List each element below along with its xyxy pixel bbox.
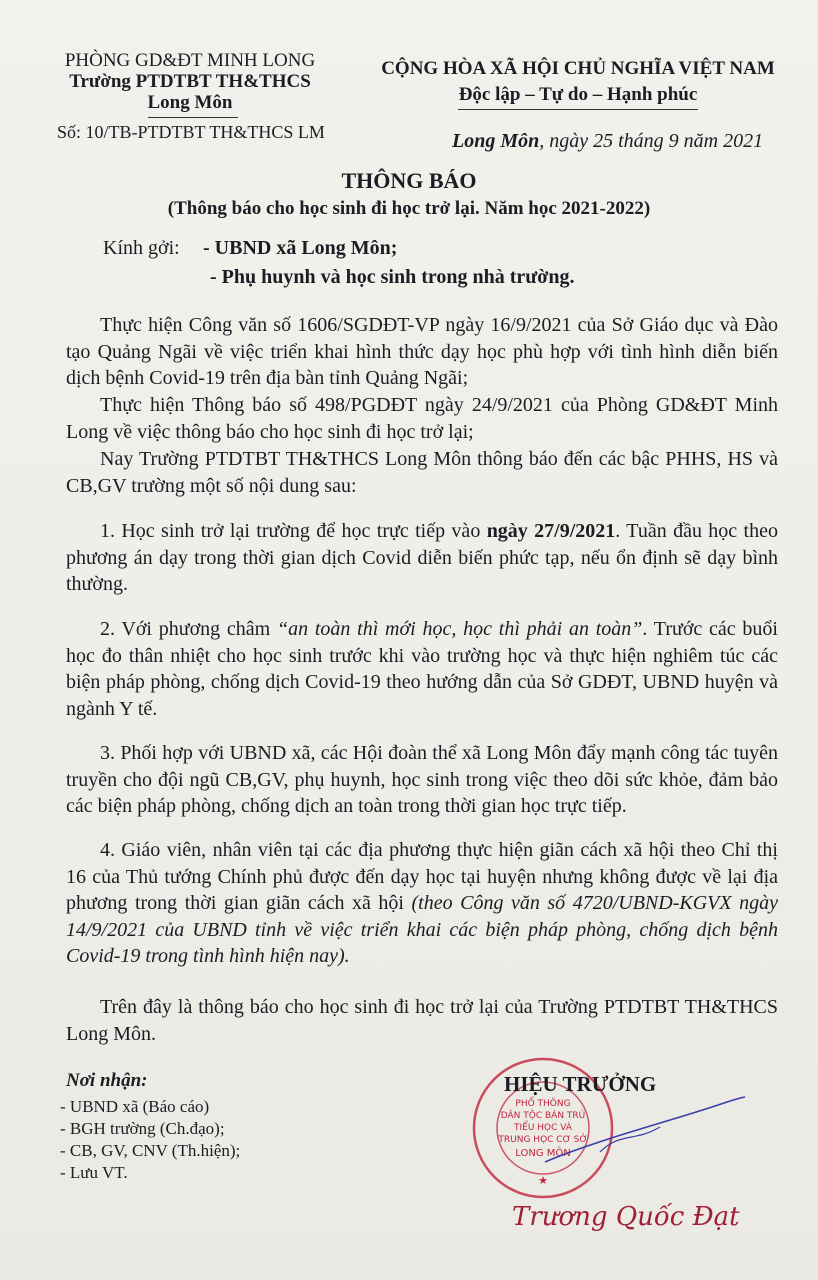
issuer-block <box>40 50 340 113</box>
date-text: , ngày 25 tháng 9 năm 2021 <box>539 130 764 152</box>
item-text: . Trước các buổi học đo thân nhiệt cho học sinh trước khi vào trường học và thực hiện nghiêm túc các biện pháp phòng, chống dịch Covid-19 theo hướng dẫn của Sở GDĐT, UBND huyện và ngành Y tế. <box>66 618 778 720</box>
seal-text: TIỂU HỌC VÀ <box>513 1123 573 1133</box>
body-paragraph <box>66 446 778 499</box>
national-motto: Độc lập – Tự do – Hạnh phúc <box>458 84 698 105</box>
recipients-label: Kính gởi: <box>103 237 180 259</box>
seal-text: PHỔ THÔNG <box>515 1099 571 1109</box>
document-title: THÔNG BÁO <box>341 168 477 193</box>
seal-text: LONG MÔN <box>515 1148 571 1159</box>
receiver-item: - Lưu VT. <box>60 1163 128 1182</box>
seal-text: DÂN TỘC BÁN TRÚ <box>500 1111 586 1121</box>
seal-text: TRUNG HỌC CƠ SỞ <box>498 1135 588 1145</box>
signer-name: Trương Quốc Đạt <box>512 1202 740 1232</box>
reference-note: (theo Công văn số 4720/UBND-KGVX ngày 14/9/2021 của UBND tỉnh về việc triển khai các biện pháp phòng, chống dịch bệnh Covid-19 trong tình hình hiện nay). <box>66 892 778 967</box>
date-line <box>452 130 763 153</box>
motto-underline <box>458 109 698 110</box>
national-header <box>368 56 788 108</box>
notice-item-2 <box>66 616 778 722</box>
nation-title: CỘNG HÒA XÃ HỘI CHỦ NGHĨA VIỆT NAM <box>381 58 775 79</box>
item-text: 3. Phối hợp với UBND xã, các Hội đoàn thể xã Long Môn đẩy mạnh công tác tuyên truyền cho đội ngũ CB,GV, phụ huynh, học sinh trong việc theo dõi sức khỏe, đảm bảo các biện pháp phòng, chống dịch an toàn trong thời gian học trực tiếp. <box>66 742 778 817</box>
receiver-item: - BGH trường (Ch.đạo); <box>60 1119 225 1138</box>
notice-item-4 <box>66 837 778 970</box>
document-subtitle: (Thông báo cho học sinh đi học trở lại. Năm học 2021-2022) <box>167 198 651 219</box>
paragraph-text: Thực hiện Công văn số 1606/SGDĐT-VP ngày 16/9/2021 của Sở Giáo dục và Đào tạo Quảng Ngãi về việc triển khai hình thức dạy học phù hợp với tình hình diễn biến dịch bệnh Covid-19 trên địa bàn tỉnh Quảng Ngãi; <box>66 314 778 389</box>
school-name-line2: Long Môn <box>147 92 233 113</box>
department-name: PHÒNG GD&ĐT MINH LONG <box>64 50 316 71</box>
item-text: 4. Giáo viên, nhân viên tại các địa phương thực hiện giãn cách xã hội theo Chỉ thị 16 của Thủ tướng Chính phủ được đến dạy học tại huyện nhưng không được về lại địa phương trong thời gian giãn cách xã hội <box>66 839 778 914</box>
body-paragraph <box>66 312 778 392</box>
closing-paragraph <box>66 994 778 1047</box>
paragraph-text: Thực hiện Thông báo số 498/PGDĐT ngày 24/9/2021 của Phòng GD&ĐT Minh Long về việc thông báo cho học sinh đi học trở lại; <box>66 394 778 443</box>
item-text: 1. Học sinh trở lại trường để học trực tiếp vào <box>100 520 487 542</box>
paragraph-text: Trên đây là thông báo cho học sinh đi học trở lại của Trường PTDTBT TH&THCS Long Môn. <box>66 996 778 1045</box>
document-number: Số: 10/TB-PTDTBT TH&THCS LM <box>57 122 325 142</box>
recipient-item: - UBND xã Long Môn; <box>203 237 398 259</box>
receivers-label: Nơi nhận: <box>66 1070 148 1091</box>
signer-title: HIỆU TRƯỞNG <box>504 1072 657 1096</box>
paragraph-text: Nay Trường PTDTBT TH&THCS Long Môn thông báo đến các bậc PHHS, HS và CB,GV trường một số nội dung sau: <box>66 448 778 497</box>
notice-item-1 <box>66 518 778 598</box>
receiver-item: - UBND xã (Báo cáo) <box>60 1097 210 1116</box>
return-date: ngày 27/9/2021 <box>486 520 616 542</box>
receivers-list <box>60 1096 240 1184</box>
body-paragraph <box>66 392 778 445</box>
item-text: . Tuần đầu học theo phương án dạy trong thời gian dịch Covid diễn biến phức tạp, nếu ổn định sẽ dạy bình thường. <box>66 520 778 595</box>
signature-stroke <box>540 1092 750 1172</box>
recipient-item: - Phụ huynh và học sinh trong nhà trường. <box>210 266 575 288</box>
item-text: 2. Với phương châm <box>100 618 277 640</box>
notice-item-3 <box>66 740 778 820</box>
issuer-underline <box>148 117 238 118</box>
date-place: Long Môn <box>452 130 540 152</box>
school-name: Trường PTDTBT TH&THCS <box>69 71 311 92</box>
receiver-item: - CB, GV, CNV (Th.hiện); <box>60 1141 241 1160</box>
seal-star: ★ <box>538 1175 548 1187</box>
motto-quote: “an toàn thì mới học, học thì phải an toàn” <box>276 618 643 640</box>
